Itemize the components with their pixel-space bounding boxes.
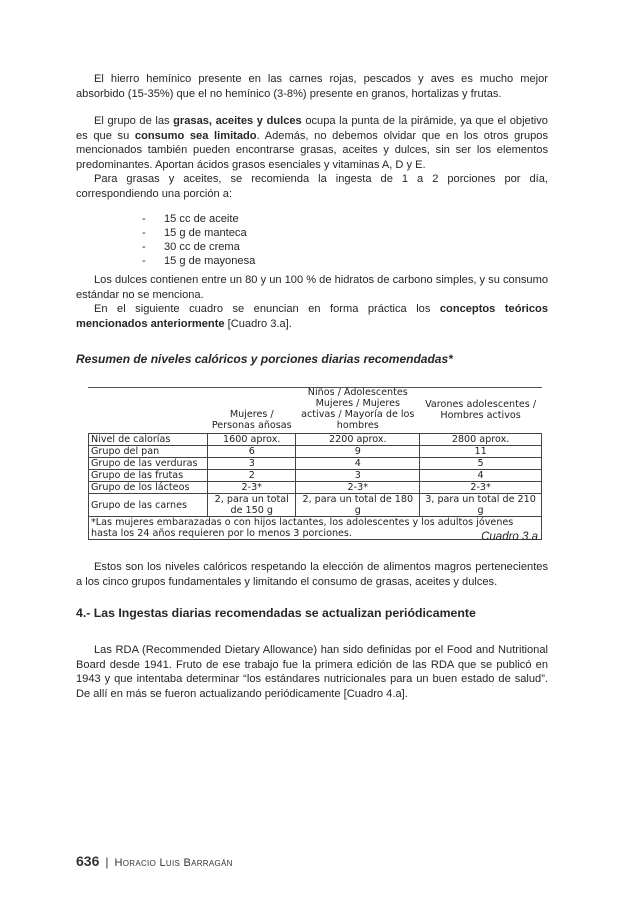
portion-list <box>142 212 255 268</box>
text-segment: . Además, no debemos olvidar que en los otros grupos mencionados también pueden encontrarse grasas, aceites y dulces, sin ser los elementos predominantes. Aportan ácidos grasos esenciales y vitaminas A, D y E. <box>76 129 549 171</box>
list-item <box>142 212 255 226</box>
text-segment: ocupa la punta de la pirámide, ya que el objetivo es que su <box>76 115 548 142</box>
bold-grasas-aceites-dulces: grasas, aceites y dulces <box>173 115 302 127</box>
table-cell: 2800 aprox. <box>420 434 542 446</box>
table-cell: 4 <box>420 470 542 482</box>
list-dash: - <box>142 213 146 225</box>
paragraph-rda: Las RDA (Recommended Dietary Allowance) han sido definidas por el Food and Nutritional Board desde 1941. Fruto de ese trabajo fue la primera edición de las RDA que se publicó en 1943 y que intentaba determinar “los estándares nutricionales para un buen estado de salud”. De allí en más se fueron actualizando periódicamente [Cuadro 4.a]. <box>76 644 548 700</box>
paragraph-hierro: El hierro hemínico presente en las carnes rojas, pescados y aves es mucho mejor absorbido (15-35%) que el no hemínico (3-8%) presente en granos, hortalizas y frutas. <box>76 73 548 100</box>
table-cell: 2, para un total de 150 g <box>208 494 296 517</box>
table-cell: 2, para un total de 180 g <box>296 494 420 517</box>
table-row-label: Grupo del pan <box>89 446 208 458</box>
list-dash: - <box>142 227 146 239</box>
table-cell: 3 <box>208 458 296 470</box>
table-row-label: Grupo de los lácteos <box>89 482 208 494</box>
table-row-label: Grupo de las frutas <box>89 470 208 482</box>
table-footnote: *Las mujeres embarazadas o con hijos lactantes, los adolescentes y los adultos jóvenes hasta los 24 años requieren por lo menos 3 porciones. <box>89 517 542 540</box>
table-cell: 2-3* <box>296 482 420 494</box>
table-cell: 2200 aprox. <box>296 434 420 446</box>
page-footer <box>76 853 233 869</box>
table-cell: 4 <box>296 458 420 470</box>
table-cell: 5 <box>420 458 542 470</box>
table-header-cell: Varones adolescentes / Hombres activos <box>425 399 537 421</box>
text-segment: El grupo de las <box>94 115 174 127</box>
table-footnote-row <box>89 517 542 540</box>
table-row <box>89 470 542 482</box>
table-cell: 6 <box>208 446 296 458</box>
paragraph-grasas-grupo <box>76 114 548 172</box>
table-header-row <box>89 387 542 434</box>
footer-separator: | <box>105 855 109 869</box>
footer-author: Horacio Luis Barragán <box>114 857 233 869</box>
list-item <box>142 240 255 254</box>
table-cell: 2-3* <box>208 482 296 494</box>
table-cell: 9 <box>296 446 420 458</box>
list-item <box>142 254 255 268</box>
table-cell: 2-3* <box>420 482 542 494</box>
paragraph-porcion: Para grasas y aceites, se recomienda la ingesta de 1 a 2 porciones por día, correspondiendo una porción a: <box>76 173 548 200</box>
table-title: Resumen de niveles calóricos y porciones diarias recomendadas* <box>76 352 453 366</box>
portions-table <box>88 387 542 540</box>
paragraph-dulces: Los dulces contienen entre un 80 y un 100 % de hidratos de carbono simples, y su consumo estándar no se menciona. <box>76 274 548 301</box>
table-cell: 2 <box>208 470 296 482</box>
table-row-label: Grupo de las verduras <box>89 458 208 470</box>
table-header-cell: Niños / Adolescentes Mujeres / Mujeres activas / Mayoría de los hombres <box>301 387 415 431</box>
text-segment: [Cuadro 3.a]. <box>224 317 292 330</box>
list-dash: - <box>142 255 146 267</box>
table-row-label: Nivel de calorías <box>89 434 208 446</box>
list-item-label: 15 g de manteca <box>164 227 247 239</box>
bold-consumo-limitado: consumo sea limitado <box>134 129 257 142</box>
table-cell: 3 <box>296 470 420 482</box>
list-dash: - <box>142 241 146 253</box>
paragraph-cuadro-intro <box>76 302 548 331</box>
table-row <box>89 458 542 470</box>
list-item-label: 30 cc de crema <box>164 241 240 253</box>
table-row <box>89 434 542 446</box>
table-row <box>89 446 542 458</box>
page-number: 636 <box>76 853 100 869</box>
text-segment: En el siguiente cuadro se enuncian en forma práctica los <box>94 303 440 315</box>
table-header-cell: Mujeres / Personas añosas <box>211 409 292 431</box>
bold-conceptos-teoricos: conceptos teóricos mencionados anteriormente <box>76 303 548 330</box>
paragraph-niveles: Estos son los niveles calóricos respetando la elección de alimentos magros pertenecientes a los cinco grupos fundamentales y limitando el consumo de grasas, aceites y dulces. <box>76 561 548 588</box>
table-row <box>89 494 542 517</box>
list-item <box>142 226 255 240</box>
list-item-label: 15 cc de aceite <box>164 213 239 225</box>
table-header-empty <box>89 387 208 434</box>
table-cell: 3, para un total de 210 g <box>420 494 542 517</box>
table-caption: Cuadro 3.a <box>481 531 538 543</box>
table-row-label: Grupo de las carnes <box>89 494 208 517</box>
table-row <box>89 482 542 494</box>
list-item-label: 15 g de mayonesa <box>164 255 256 267</box>
table-cell: 1600 aprox. <box>208 434 296 446</box>
table-cell: 11 <box>420 446 542 458</box>
section-heading: 4.- Las Ingestas diarias recomendadas se actualizan periódicamente <box>76 606 476 620</box>
